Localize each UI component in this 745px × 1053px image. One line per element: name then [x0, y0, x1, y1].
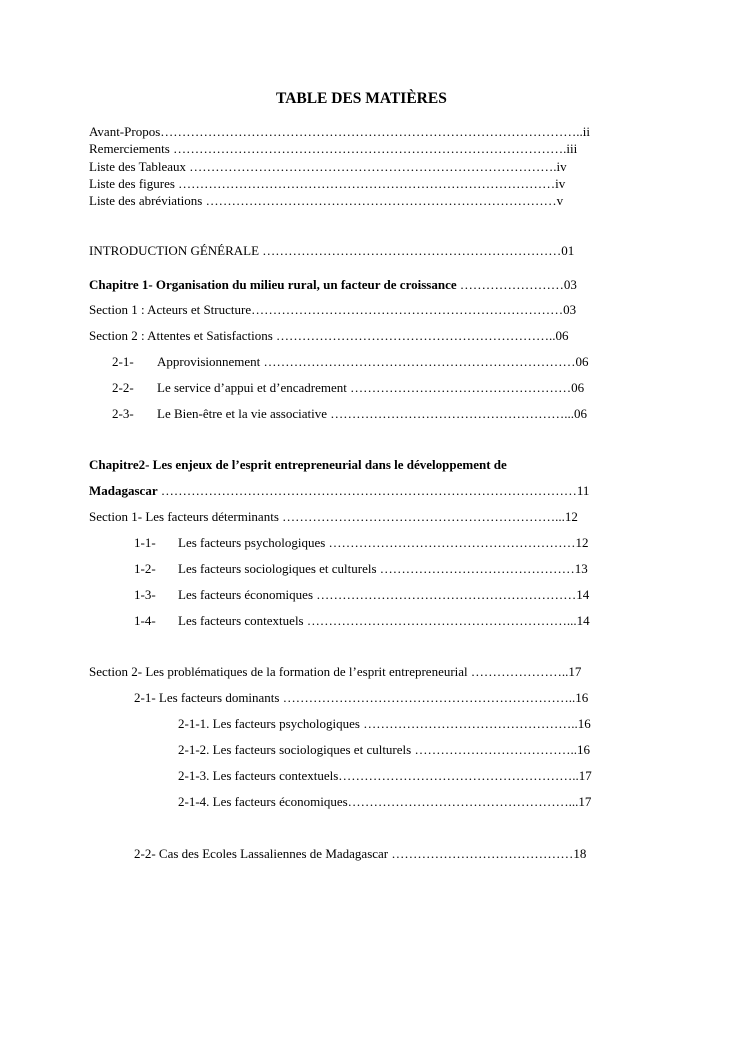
toc-entry-text: Liste des Tableaux ………………………………………………………………………….iv — [89, 159, 567, 174]
toc-entry-text: INTRODUCTION GÉNÉRALE ……………………………………………………………01 — [89, 243, 575, 258]
toc-entry-number: 2-1- — [112, 354, 134, 369]
toc-entry-2-1-4[interactable] — [178, 794, 591, 810]
toc-entry-liste-tableaux[interactable] — [89, 159, 567, 175]
toc-entry-2-1-1[interactable] — [178, 716, 591, 732]
toc-entry-chapitre-2-cont[interactable] — [89, 483, 589, 499]
toc-entry-text: Section 2 : Attentes et Satisfactions ………………………………………………………..06 — [89, 328, 569, 343]
toc-entry-2-1-2[interactable] — [178, 742, 590, 758]
toc-entry-2-2[interactable] — [112, 380, 584, 396]
toc-entry-text: Les facteurs sociologiques et culturels ………………………………………13 — [178, 561, 588, 576]
toc-entry-text: Les facteurs contextuels ……………………………………………………...14 — [178, 613, 590, 628]
page-title: TABLE DES MATIÈRES — [276, 90, 447, 107]
toc-entry-text: Section 1 : Acteurs et Structure………………………………………………………………03 — [89, 302, 577, 317]
toc-entry-2-1-3[interactable] — [178, 768, 592, 784]
toc-entry-text: Section 2- Les problématiques de la formation de l’esprit entrepreneurial …………………..17 — [89, 664, 582, 679]
toc-entry-liste-abreviations[interactable] — [89, 193, 563, 209]
toc-entry-leader: ……………………………………………………………………………………11 — [157, 483, 590, 498]
toc-entry-text: Remerciements ……………………………………………………………………………….iii — [89, 141, 578, 156]
toc-entry-heading: Chapitre 1- Organisation du milieu rural, un facteur de croissance — [89, 277, 457, 292]
toc-entry-number: 2-2- — [112, 380, 134, 395]
toc-entry-text: 2-1-2. Les facteurs sociologiques et culturels ………………………………..16 — [178, 742, 590, 757]
toc-entry-number: 1-1- — [134, 535, 156, 550]
toc-entry-ch2-section-1[interactable] — [89, 509, 578, 525]
toc-entry-text: 2-2- Cas des Ecoles Lassaliennes de Madagascar ……………………………………18 — [134, 846, 587, 861]
toc-entry-number: 1-3- — [134, 587, 156, 602]
toc-entry-1-1[interactable] — [134, 535, 589, 551]
toc-entry-heading: Madagascar — [89, 483, 158, 498]
toc-entry-text: Le Bien-être et la vie associative ………………………………………………...06 — [157, 406, 588, 421]
toc-entry-liste-figures[interactable] — [89, 176, 565, 192]
toc-entry-chapitre-2[interactable] — [89, 457, 507, 473]
toc-entry-section-2[interactable] — [89, 328, 569, 344]
toc-entry-text: Les facteurs économiques ……………………………………………………14 — [178, 587, 590, 602]
toc-entry-text: Liste des figures ……………………………………………………………………………iv — [89, 176, 566, 191]
toc-entry-avant-propos[interactable] — [89, 124, 590, 140]
toc-entry-text: 2-1-3. Les facteurs contextuels………………………………………………..17 — [178, 768, 592, 783]
toc-entry-text: 2-1-1. Les facteurs psychologiques …………………………………………..16 — [178, 716, 591, 731]
toc-entry-ch2-2-1[interactable] — [134, 690, 588, 706]
toc-entry-1-2[interactable] — [134, 561, 588, 577]
toc-entry-introduction[interactable] — [89, 243, 574, 259]
toc-entry-text: Les facteurs psychologiques …………………………………………………12 — [178, 535, 589, 550]
toc-entry-text: 2-1- Les facteurs dominants …………………………………………………………..16 — [134, 690, 589, 705]
toc-entry-ch2-2-2[interactable] — [134, 846, 586, 862]
toc-entry-chapitre-1[interactable] — [89, 277, 577, 293]
toc-entry-text: Avant-Propos……………………………………………………………………………………..ii — [89, 124, 590, 139]
toc-entry-text: Approvisionnement ………………………………………………………………06 — [157, 354, 589, 369]
toc-entry-ch2-section-2[interactable] — [89, 664, 581, 680]
toc-entry-2-1[interactable] — [112, 354, 589, 370]
toc-entry-number: 1-2- — [134, 561, 156, 576]
toc-entry-section-1[interactable] — [89, 302, 576, 318]
toc-entry-leader: ……………………03 — [456, 277, 577, 292]
toc-entry-text: Section 1- Les facteurs déterminants ………………………………………………………...12 — [89, 509, 578, 524]
toc-entry-2-3[interactable] — [112, 406, 587, 422]
toc-entry-1-3[interactable] — [134, 587, 589, 603]
toc-entry-text: Liste des abréviations ………………………………………………………………………v — [89, 193, 564, 208]
toc-entry-text: Le service d’appui et d’encadrement ……………………………………………06 — [157, 380, 585, 395]
toc-entry-number: 2-3- — [112, 406, 134, 421]
toc-entry-remerciements[interactable] — [89, 141, 577, 157]
toc-entry-text: 2-1-4. Les facteurs économiques……………………………………………...17 — [178, 794, 592, 809]
toc-entry-number: 1-4- — [134, 613, 156, 628]
toc-entry-1-4[interactable] — [134, 613, 590, 629]
toc-entry-heading: Chapitre2- Les enjeux de l’esprit entrepreneurial dans le développement de — [89, 457, 507, 472]
